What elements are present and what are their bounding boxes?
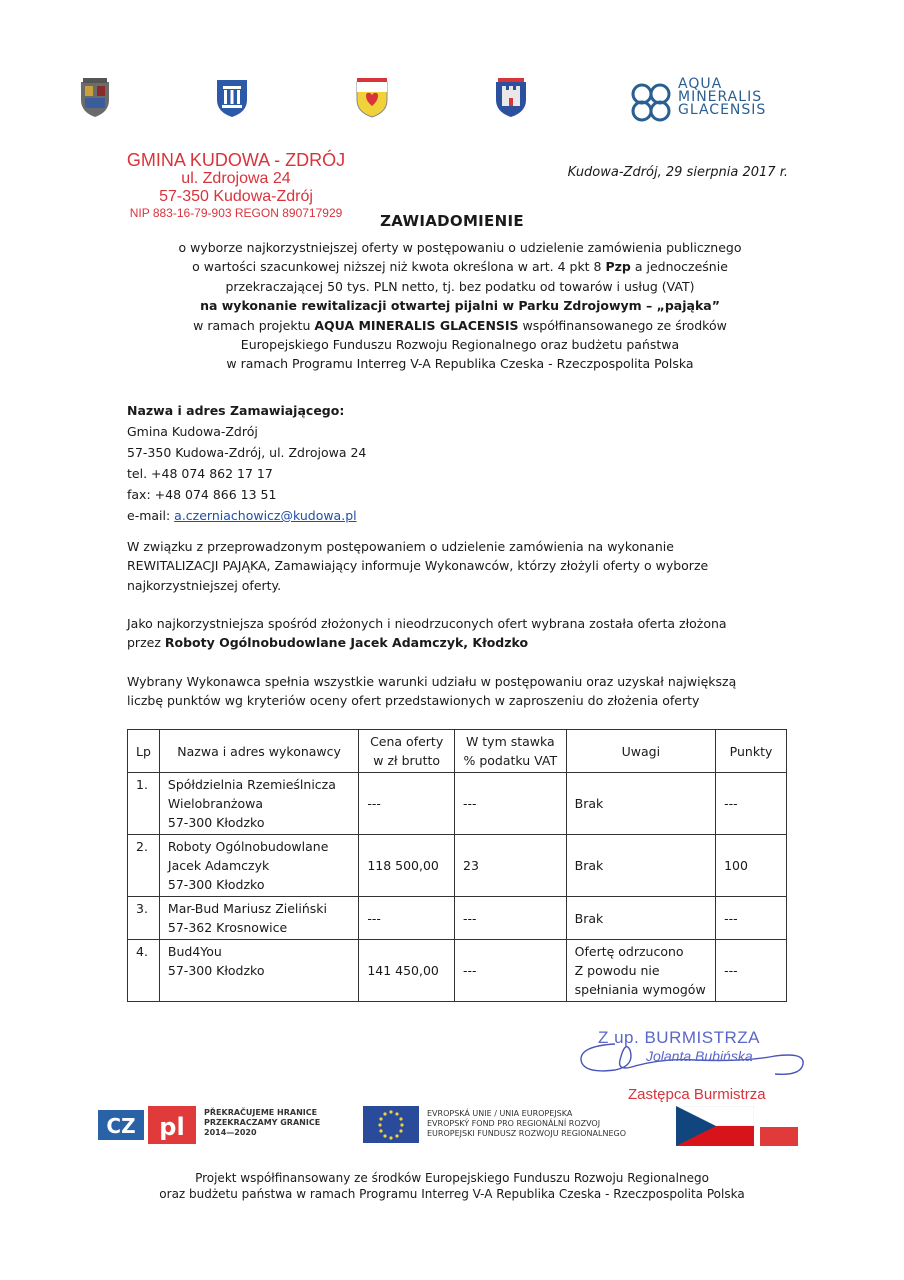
intro-line: o wyborze najkorzystniejszej oferty w postępowaniu o udzielenie zamówienia publicznego: [178, 240, 742, 255]
contracting-tel: tel. +48 074 862 17 17: [127, 466, 273, 481]
eu-fund-line: EVROPSKÝ FOND PRO REGIONÁLNÍ ROZVOJ: [427, 1119, 601, 1128]
stamp-line: ul. Zdrojowa 24: [181, 170, 291, 187]
signature-title: Zastępca Burmistrza: [628, 1086, 766, 1103]
cell-price: ---: [359, 897, 455, 940]
czpl-logo-icon: [98, 1106, 196, 1144]
document-title: ZAWIADOMIENIE: [380, 212, 524, 230]
table-row: [128, 897, 787, 940]
header-price: Cena oferty w zł brutto: [359, 730, 455, 773]
paragraph-line: Wybrany Wykonawca spełnia wszystkie warunki udziału w postępowaniu oraz uzyskał największą: [127, 674, 737, 689]
contracting-authority: [127, 400, 366, 526]
contracting-name: Gmina Kudowa-Zdrój: [127, 424, 258, 439]
poland-flag-icon: [760, 1127, 798, 1146]
table-row: [128, 940, 787, 1002]
cell-vat: ---: [455, 897, 567, 940]
svg-text:pl: pl: [159, 1113, 185, 1141]
paragraph-line: przez Roboty Ogólnobudowlane Jacek Adamczyk, Kłodzko: [127, 635, 529, 651]
cell-price: 141 450,00: [359, 940, 455, 1002]
cell-points: ---: [716, 773, 787, 835]
paragraph-line: liczbę punktów wg kryteriów oceny ofert przedstawionych w zaproszeniu do złożenia oferty: [127, 693, 700, 709]
drops-logo-icon: [630, 82, 674, 122]
czpl-slogan-line: PRZEKRACZAMY GRANICE: [204, 1118, 321, 1127]
czech-flag-icon: [676, 1106, 754, 1146]
footer-note: [0, 1170, 904, 1202]
aqua-logo-line: GLACENSIS: [678, 102, 767, 118]
cell-notes: Brak: [566, 773, 715, 835]
header-vat: W tym stawka % podatku VAT: [455, 730, 567, 773]
heart-crest-icon: [355, 78, 389, 118]
cell-notes: Brak: [566, 897, 715, 940]
eu-fund-line: EVROPSKÁ UNIE / UNIA EUROPEJSKA: [427, 1109, 573, 1118]
footer-note-line: oraz budżetu państwa w ramach Programu Interreg V-A Republika Czeska - Rzeczpospolita Polska: [159, 1187, 745, 1201]
czpl-slogan: [204, 1108, 320, 1138]
cell-name: Mar-Bud Mariusz Zieliński 57-362 Krosnowice: [159, 897, 358, 940]
table-row: [128, 835, 787, 897]
eu-fund-text: [427, 1109, 626, 1139]
intro-line: na wykonanie rewitalizacji otwartej pijalni w Parku Zdrojowym – „pająka”: [200, 298, 720, 314]
email-link[interactable]: a.czerniachowicz@kudowa.pl: [174, 508, 357, 523]
czpl-slogan-line: PŘEKRAČUJEME HRANICE: [204, 1108, 318, 1117]
castle-crest-icon: [494, 78, 528, 118]
cell-notes: Brak: [566, 835, 715, 897]
paragraph-line: W związku z przeprowadzonym postępowaniem o udzielenie zamówienia na wykonanie: [127, 539, 674, 554]
document-date: Kudowa-Zdrój, 29 sierpnia 2017 r.: [567, 165, 788, 180]
contracting-heading: Nazwa i adres Zamawiającego:: [127, 403, 345, 418]
cell-name: Bud4You 57-300 Kłodzko: [159, 940, 358, 1002]
cell-points: ---: [716, 897, 787, 940]
intro-line: w ramach Programu Interreg V-A Republika Czeska - Rzeczpospolita Polska: [226, 356, 694, 372]
cell-points: ---: [716, 940, 787, 1002]
intro-line: Europejskiego Funduszu Rozwoju Regionalnego oraz budżetu państwa: [240, 337, 680, 353]
cell-name: Roboty Ogólnobudowlane Jacek Adamczyk 57-300 Kłodzko: [159, 835, 358, 897]
paragraph-criteria: [127, 672, 787, 711]
table-header-row: [128, 730, 787, 773]
footer-note-line: Projekt współfinansowany ze środków Europejskiego Funduszu Rozwoju Regionalnego: [195, 1171, 709, 1185]
aqua-mineralis-logo: [630, 78, 790, 124]
pillar-crest-icon: [215, 78, 249, 118]
paragraph-line: REWITALIZACJI PAJĄKA, Zamawiający informuje Wykonawców, którzy złożyli oferty o wyborze: [127, 558, 709, 574]
table-row: [128, 773, 787, 835]
kudowa-crest-icon: [78, 78, 112, 118]
contracting-address: 57-350 Kudowa-Zdrój, ul. Zdrojowa 24: [127, 445, 367, 460]
cell-price: ---: [359, 773, 455, 835]
cell-vat: ---: [455, 940, 567, 1002]
municipality-stamp: [96, 150, 376, 220]
signature-name: Jolanta Bubińska: [646, 1048, 753, 1064]
cell-price: 118 500,00: [359, 835, 455, 897]
header-lp: Lp: [128, 730, 160, 773]
cell-vat: 23: [455, 835, 567, 897]
eu-fund-line: EUROPEJSKI FUNDUSZ ROZWOJU REGIONALNEGO: [427, 1129, 627, 1138]
intro-line: o wartości szacunkowej niższej niż kwota określona w art. 4 pkt 8 Pzp a jednocześnie: [192, 259, 728, 275]
cell-vat: ---: [455, 773, 567, 835]
paragraph-notice: [127, 537, 787, 595]
intro-line: przekraczającej 50 tys. PLN netto, tj. bez podatku od towarów i usług (VAT): [225, 278, 695, 294]
intro-line: w ramach projektu AQUA MINERALIS GLACENSIS współfinansowanego ze środków: [193, 317, 727, 333]
cell-notes: Ofertę odrzucono Z powodu nie spełniania wymogów: [566, 940, 715, 1002]
czpl-slogan-line: 2014—2020: [204, 1128, 257, 1137]
stamp-line: GMINA KUDOWA - ZDRÓJ: [126, 150, 346, 170]
aqua-logo-line: MINERALIS: [678, 89, 763, 105]
header-notes: Uwagi: [566, 730, 715, 773]
header-points: Punkty: [716, 730, 787, 773]
contracting-fax: fax: +48 074 866 13 51: [127, 487, 277, 502]
eu-flag-icon: [363, 1106, 419, 1143]
contracting-email-row: e-mail: a.czerniachowicz@kudowa.pl: [127, 508, 357, 523]
svg-text:CZ: CZ: [106, 1114, 136, 1138]
paragraph-line: Jako najkorzystniejsza spośród złożonych i nieodrzuconych ofert wybrana została oferta złożona: [127, 616, 727, 631]
stamp-line: NIP 883-16-79-903 REGON 890717929: [129, 206, 343, 220]
cell-lp: 4.: [128, 940, 160, 1002]
signature-stamp: Z up. BURMISTRZA: [598, 1028, 760, 1047]
cell-lp: 3.: [128, 897, 160, 940]
cell-lp: 2.: [128, 835, 160, 897]
cell-lp: 1.: [128, 773, 160, 835]
header-name: Nazwa i adres wykonawcy: [159, 730, 358, 773]
cell-points: 100: [716, 835, 787, 897]
paragraph-line: najkorzystniejszej oferty.: [127, 577, 282, 593]
aqua-logo-line: AQUA: [678, 76, 723, 92]
stamp-line: 57-350 Kudowa-Zdrój: [159, 188, 313, 205]
offers-table: [127, 729, 787, 1002]
paragraph-selection: [127, 614, 787, 653]
cell-name: Spółdzielnia Rzemieślnicza Wielobranżowa 57-300 Kłodzko: [159, 773, 358, 835]
intro-paragraph: [110, 238, 810, 374]
